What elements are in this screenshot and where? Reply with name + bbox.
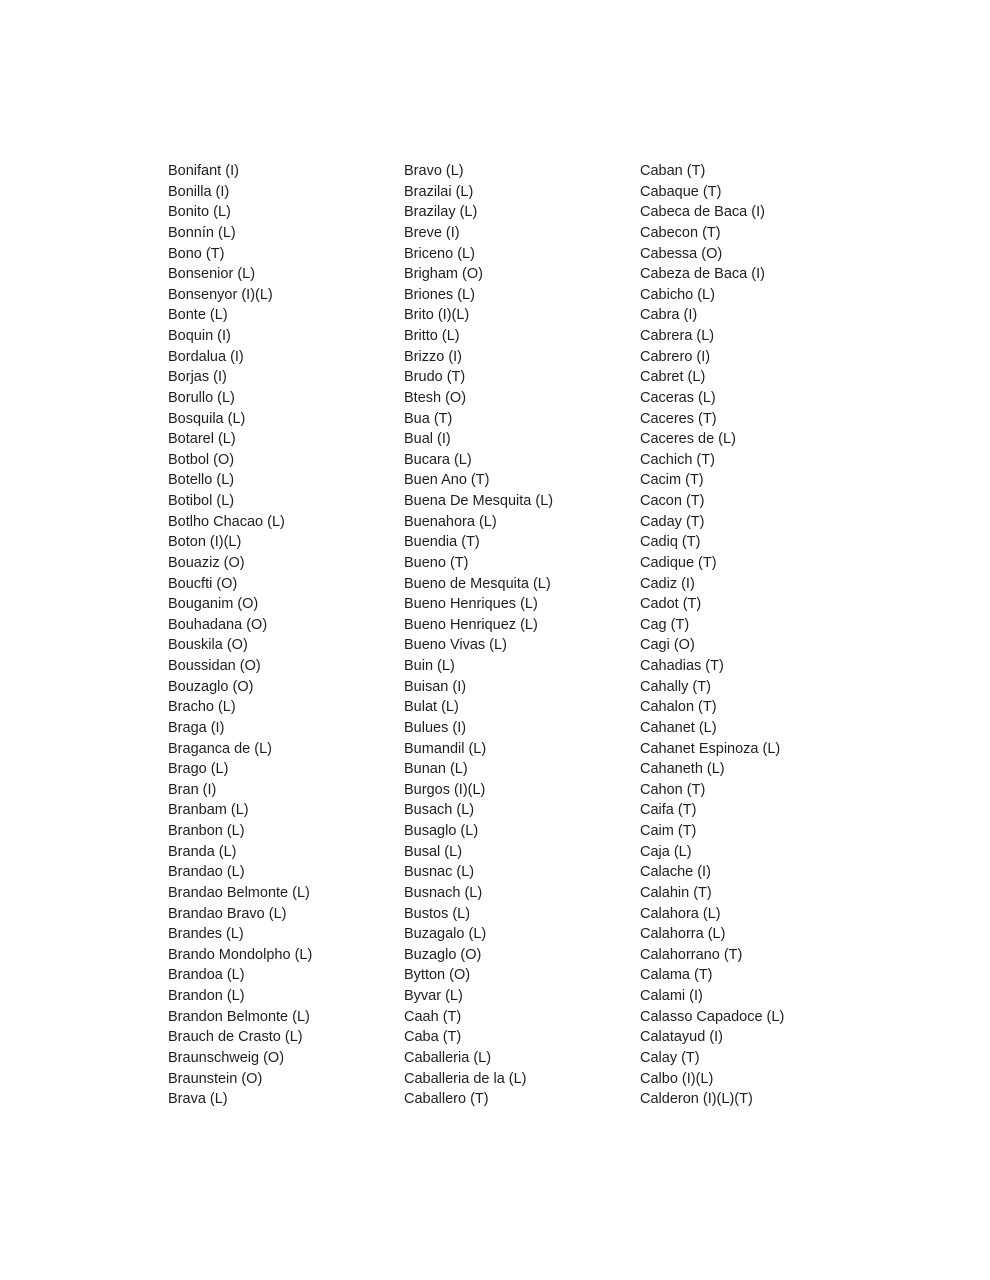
list-item: Buendia (T) — [404, 534, 480, 551]
list-item: Bueno (T) — [404, 554, 469, 571]
list-item: Calasso Capadoce (L) — [640, 1008, 785, 1025]
list-item: Bouskila (O) — [168, 637, 248, 654]
list-item: Brandoa (L) — [168, 967, 245, 984]
list-item: Calderon (I)(L)(T) — [640, 1091, 753, 1108]
list-item: Btesh (O) — [404, 389, 467, 406]
list-item: Bulues (I) — [404, 719, 467, 736]
list-item: Buin (L) — [404, 658, 455, 674]
list-item: Cadique (T) — [640, 554, 717, 571]
list-item: Brago (L) — [168, 761, 229, 778]
list-item: Caday (T) — [640, 513, 705, 530]
list-item: Bytton (O) — [404, 967, 471, 984]
list-item: Cahaneth (L) — [640, 761, 725, 778]
list-item: Brito (I)(L) — [404, 307, 470, 324]
list-item: Caceres (T) — [640, 410, 717, 427]
list-item: Brandao Bravo (L) — [168, 905, 287, 922]
list-item: Branbon (L) — [168, 823, 245, 839]
list-item: Bouhadana (O) — [168, 616, 268, 633]
list-item: Cahanet Espinoza (L) — [640, 740, 781, 757]
list-item: Borjas (I) — [168, 369, 227, 386]
list-item: Bonilla (I) — [168, 183, 230, 200]
list-item: Brazilai (L) — [404, 183, 474, 200]
list-item: Bouzaglo (O) — [168, 678, 254, 695]
list-item: Cabaque (T) — [640, 183, 722, 200]
list-item: Bonsenior (L) — [168, 266, 256, 283]
list-item: Caceres de (L) — [640, 431, 736, 448]
list-item: Boussidan (O) — [168, 658, 261, 674]
list-item: Brigham (O) — [404, 266, 483, 283]
list-item: Cabret (L) — [640, 369, 706, 386]
list-item: Briones (L) — [404, 286, 475, 303]
list-item: Cabrera (L) — [640, 328, 715, 344]
list-item: Bueno de Mesquita (L) — [404, 575, 551, 592]
list-item: Brava (L) — [168, 1091, 228, 1108]
list-item: Brazilay (L) — [404, 204, 478, 221]
list-item: Caballeria de la (L) — [404, 1070, 527, 1087]
list-item: Busaglo (L) — [404, 823, 479, 839]
list-item: Calahorra (L) — [640, 926, 726, 943]
list-item: Bonito (L) — [168, 204, 231, 221]
list-item: Buisan (I) — [404, 678, 467, 695]
list-item: Bueno Henriques (L) — [404, 596, 538, 613]
list-item: Botarel (L) — [168, 431, 236, 448]
list-item: Calbo (I)(L) — [640, 1070, 714, 1087]
list-item: Cahon (T) — [640, 781, 706, 798]
list-item: Bran (I) — [168, 781, 217, 798]
list-item: Bracho (L) — [168, 699, 236, 716]
list-item: Cadiz (I) — [640, 575, 695, 592]
list-item: Caba (T) — [404, 1029, 462, 1046]
list-item: Cadot (T) — [640, 596, 702, 613]
list-item: Cabessa (O) — [640, 245, 723, 262]
list-item: Bueno Vivas (L) — [404, 637, 507, 654]
list-item: Braganca de (L) — [168, 740, 272, 757]
list-item: Braga (I) — [168, 719, 225, 736]
list-item: Calache (I) — [640, 864, 711, 881]
list-item: Bouganim (O) — [168, 596, 259, 613]
list-item: Cachich (T) — [640, 451, 715, 468]
list-item: Bueno Henriquez (L) — [404, 616, 538, 633]
list-item: Calay (T) — [640, 1049, 700, 1066]
list-item: Cabicho (L) — [640, 286, 715, 303]
name-column-3 — [640, 161, 876, 1110]
list-item: Brauch de Crasto (L) — [168, 1029, 303, 1046]
list-item: Bustos (L) — [404, 905, 471, 922]
list-item: Bravo (L) — [404, 163, 464, 179]
list-item: Busnac (L) — [404, 864, 475, 881]
list-item: Cabrero (I) — [640, 348, 711, 365]
list-item: Cag (T) — [640, 616, 690, 633]
surname-columns — [168, 161, 876, 1110]
list-item: Brandao (L) — [168, 864, 245, 881]
list-item: Bordalua (I) — [168, 348, 244, 365]
list-item: Brando Mondolpho (L) — [168, 946, 313, 963]
list-item: Burgos (I)(L) — [404, 781, 486, 798]
list-item: Buzagalo (L) — [404, 926, 487, 943]
list-item: Bunan (L) — [404, 761, 468, 778]
list-item: Cagi (O) — [640, 637, 695, 654]
list-item: Caah (T) — [404, 1008, 462, 1025]
list-item: Caballero (T) — [404, 1091, 489, 1108]
list-item: Bosquila (L) — [168, 410, 246, 427]
list-item: Brandao Belmonte (L) — [168, 884, 310, 901]
list-item: Buen Ano (T) — [404, 472, 490, 489]
list-item: Calahora (L) — [640, 905, 721, 922]
list-item: Botbol (O) — [168, 451, 235, 468]
list-item: Cacim (T) — [640, 472, 704, 489]
list-item: Borullo (L) — [168, 389, 235, 406]
list-item: Brudo (T) — [404, 369, 466, 386]
list-item: Cahadias (T) — [640, 658, 724, 674]
list-item: Cabecon (T) — [640, 224, 721, 241]
list-item: Caban (T) — [640, 163, 706, 179]
list-item: Cabeca de Baca (I) — [640, 204, 765, 221]
list-item: Bonnín (L) — [168, 224, 236, 241]
list-item: Bono (T) — [168, 245, 225, 262]
list-item: Buenahora (L) — [404, 513, 497, 530]
list-item: Calami (I) — [640, 988, 703, 1004]
list-item: Cabeza de Baca (I) — [640, 266, 765, 283]
list-item: Byvar (L) — [404, 988, 463, 1004]
list-item: Brandon Belmonte (L) — [168, 1008, 310, 1025]
list-item: Calahin (T) — [640, 884, 712, 901]
list-item: Bonifant (I) — [168, 163, 239, 179]
list-item: Bumandil (L) — [404, 740, 487, 757]
list-item: Bonte (L) — [168, 307, 228, 324]
list-item: Boton (I)(L) — [168, 534, 242, 551]
list-item: Boucfti (O) — [168, 575, 238, 592]
list-item: Botlho Chacao (L) — [168, 513, 285, 530]
list-item: Bual (I) — [404, 431, 451, 448]
list-item: Boquin (I) — [168, 328, 231, 344]
list-item: Cacon (T) — [640, 493, 705, 509]
list-item: Cahally (T) — [640, 678, 711, 695]
list-item: Cadiq (T) — [640, 534, 701, 551]
list-item: Braunstein (O) — [168, 1070, 263, 1087]
list-item: Buena De Mesquita (L) — [404, 493, 554, 509]
list-item: Brandes (L) — [168, 926, 244, 943]
list-item: Caim (T) — [640, 823, 697, 839]
list-item: Buzaglo (O) — [404, 946, 482, 963]
list-item: Branda (L) — [168, 843, 237, 860]
list-item: Caja (L) — [640, 843, 692, 860]
list-item: Busal (L) — [404, 843, 463, 860]
list-item: Busach (L) — [404, 802, 475, 819]
list-item: Brizzo (I) — [404, 348, 462, 365]
list-item: Cabra (I) — [640, 307, 698, 324]
list-item: Braunschweig (O) — [168, 1049, 285, 1066]
list-item: Busnach (L) — [404, 884, 483, 901]
list-item: Caifa (T) — [640, 802, 697, 819]
list-item: Calahorrano (T) — [640, 946, 743, 963]
list-item: Brandon (L) — [168, 988, 245, 1004]
list-item: Cahanet (L) — [640, 719, 717, 736]
list-item: Bonsenyor (I)(L) — [168, 286, 273, 303]
list-item: Caceras (L) — [640, 389, 716, 406]
list-item: Bua (T) — [404, 410, 453, 427]
list-item: Bucara (L) — [404, 451, 472, 468]
list-item: Bouaziz (O) — [168, 554, 245, 571]
name-column-2 — [404, 161, 640, 1110]
list-item: Botello (L) — [168, 472, 235, 489]
list-item: Caballeria (L) — [404, 1049, 492, 1066]
list-item: Calatayud (I) — [640, 1029, 724, 1046]
list-item: Breve (I) — [404, 224, 460, 241]
list-item: Britto (L) — [404, 328, 460, 344]
list-item: Branbam (L) — [168, 802, 249, 819]
list-item: Botibol (L) — [168, 493, 235, 509]
list-item: Briceno (L) — [404, 245, 475, 262]
list-item: Calama (T) — [640, 967, 713, 984]
list-item: Bulat (L) — [404, 699, 459, 716]
name-column-1 — [168, 161, 404, 1110]
list-item: Cahalon (T) — [640, 699, 717, 716]
